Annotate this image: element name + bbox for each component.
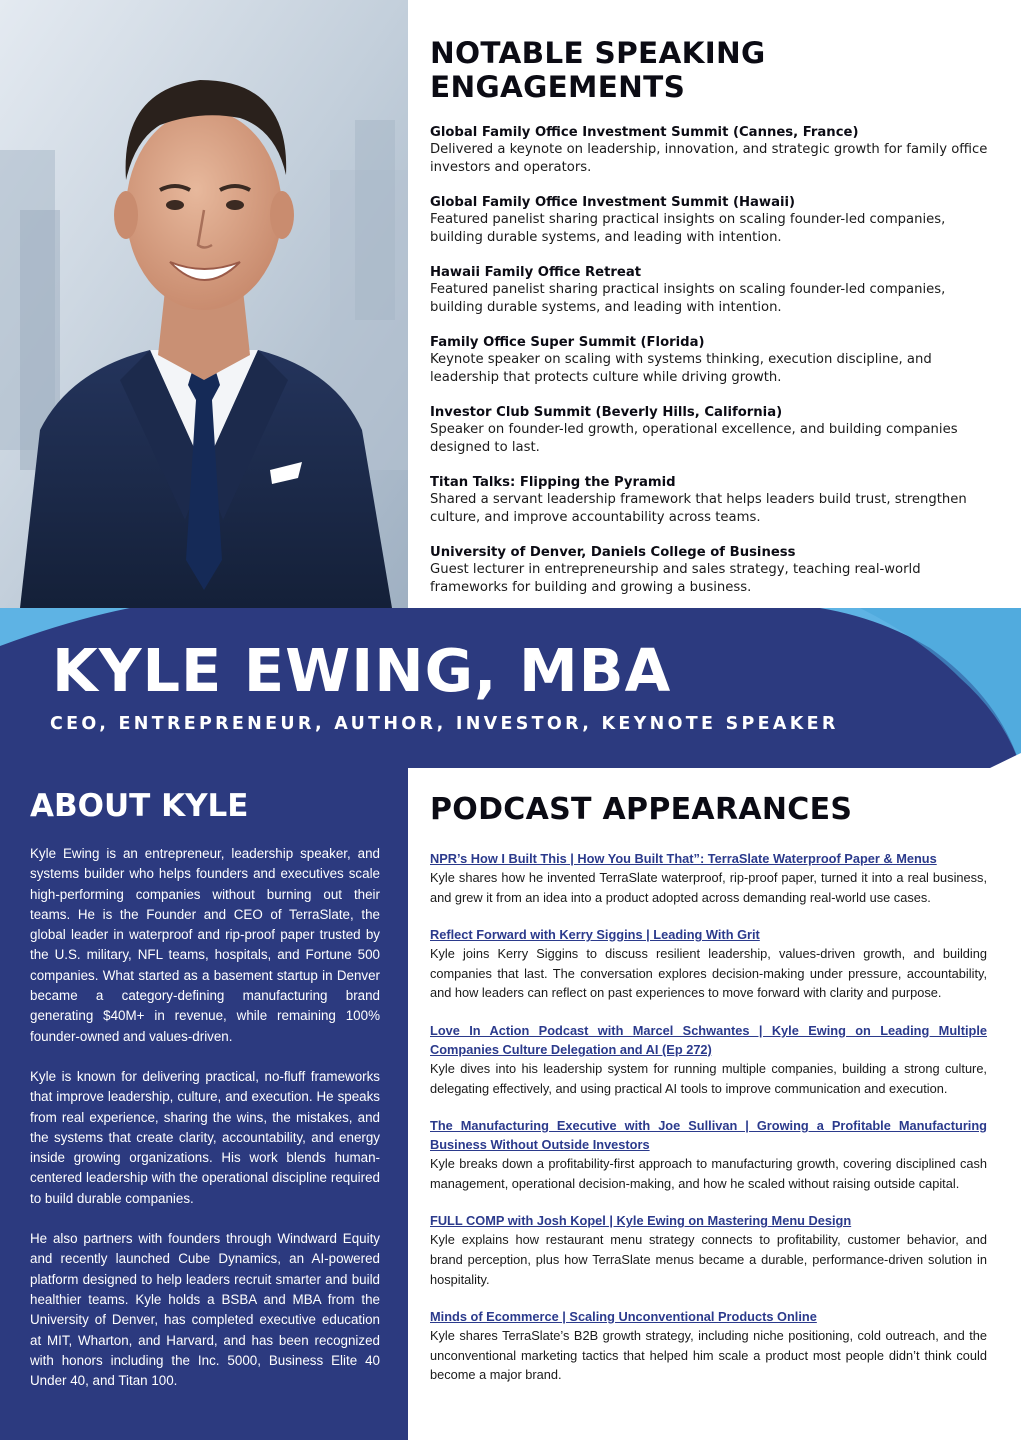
- engagement-title: Investor Club Summit (Beverly Hills, California): [430, 405, 783, 420]
- engagement-item: [430, 404, 1001, 457]
- engagement-title: Global Family Office Investment Summit (Cannes, France): [430, 125, 859, 140]
- about-heading: ABOUT KYLE: [30, 788, 249, 824]
- engagement-description: Guest lecturer in entrepreneurship and sales strategy, teaching real-world frameworks for building and growing a business.: [430, 562, 921, 595]
- engagement-description: Speaker on founder-led growth, operational excellence, and building companies designed to last.: [430, 422, 958, 455]
- engagement-title: University of Denver, Daniels College of Business: [430, 545, 796, 560]
- podcast-item: [430, 1021, 987, 1098]
- speaking-heading: NOTABLE SPEAKING ENGAGEMENTS: [430, 36, 766, 104]
- podcast-description: Kyle joins Kerry Siggins to discuss resilient leadership, values-driven growth, and building companies that last. The conversation explores decision-making under pressure, accountability, and how leaders can reflect on past experiences to move forward with clarity and purpose.: [430, 946, 987, 1001]
- podcast-link[interactable]: Reflect Forward with Kerry Siggins | Leading With Grit: [430, 927, 760, 943]
- engagement-title: Titan Talks: Flipping the Pyramid: [430, 475, 676, 490]
- podcast-item: [430, 1211, 987, 1289]
- engagement-item: [430, 544, 1001, 597]
- podcast-item: [430, 1307, 987, 1385]
- engagement-description: Shared a servant leadership framework that helps leaders build trust, strengthen culture, and improve accountability across teams.: [430, 492, 967, 525]
- engagement-item: [430, 124, 1001, 177]
- person-name: KYLE EWING, MBA: [52, 636, 672, 705]
- engagement-item: [430, 334, 1001, 387]
- podcast-description: Kyle shares TerraSlate’s B2B growth strategy, including niche positioning, cold outreach, and the unconventional marketing tactics that helped him scale a product most people didn’t think could become a major brand.: [430, 1328, 987, 1383]
- engagement-description: Keynote speaker on scaling with systems thinking, execution discipline, and leadership that protects culture while driving growth.: [430, 352, 932, 385]
- podcast-heading: PODCAST APPEARANCES: [430, 792, 853, 827]
- engagement-item: [430, 264, 1001, 317]
- podcast-item: [430, 849, 987, 907]
- speaking-engagements-section: [408, 0, 1021, 608]
- portrait-illustration: [0, 0, 408, 608]
- engagement-title: Global Family Office Investment Summit (Hawaii): [430, 195, 796, 210]
- podcast-link[interactable]: Love In Action Podcast with Marcel Schwantes | Kyle Ewing on Leading Multiple Companies Culture Delegation and AI (Ep 272): [430, 1022, 987, 1057]
- engagement-title: Hawaii Family Office Retreat: [430, 265, 642, 280]
- engagement-item: [430, 474, 1001, 527]
- about-paragraph: Kyle is known for delivering practical, no-fluff frameworks that improve leadership, culture, and execution. He speaks from real experience, sharing the wins, the mistakes, and the systems that create clarity, accountability, and energy inside growing organizations. His work blends human-centered leadership with the operational discipline required to build durable companies.: [30, 1068, 380, 1206]
- engagement-description: Delivered a keynote on leadership, innovation, and strategic growth for family office investors and operators.: [430, 142, 988, 175]
- podcast-section: [408, 768, 1021, 1440]
- podcast-link[interactable]: The Manufacturing Executive with Joe Sullivan | Growing a Profitable Manufacturing Business Without Outside Investors: [430, 1118, 987, 1153]
- podcast-description: Kyle explains how restaurant menu strategy connects to profitability, customer behavior, and brand perception, plus how TerraSlate menus became a durable, performance-driven solution in hospitality.: [430, 1232, 987, 1287]
- name-banner: [0, 608, 1021, 768]
- portrait-photo: [0, 0, 408, 608]
- podcast-link[interactable]: NPR’s How I Built This | How You Built That”: TerraSlate Waterproof Paper & Menus: [430, 851, 937, 866]
- podcast-description: Kyle breaks down a profitability-first approach to manufacturing growth, covering disciplined cash management, operational decision-making, and how he scaled without raising outside capital.: [430, 1156, 987, 1191]
- podcast-description: Kyle shares how he invented TerraSlate waterproof, rip-proof paper, turned it into a real business, and grew it from an idea into a product adopted across demanding real-world use cases.: [430, 870, 987, 905]
- about-paragraph: Kyle Ewing is an entrepreneur, leadership speaker, and systems builder who helps founders and executives scale high-performing companies without burning out their teams. He is the Founder and CEO of TerraSlate, the global leader in waterproof and rip-proof paper trusted by the U.S. military, NFL teams, hospitals, and Fortune 500 companies. What started as a basement startup in Denver became a category-defining manufacturing brand generating $40M+ in revenue, while remaining 100% founder-owned and values-driven.: [30, 846, 380, 1044]
- podcast-link[interactable]: FULL COMP with Josh Kopel | Kyle Ewing on Mastering Menu Design: [430, 1213, 852, 1229]
- engagement-description: Featured panelist sharing practical insights on scaling founder-led companies, building durable systems, and leading with intention.: [430, 212, 946, 245]
- podcast-item: [430, 925, 987, 1003]
- engagement-item: [430, 194, 1001, 247]
- engagement-description: Featured panelist sharing practical insights on scaling founder-led companies, building durable systems, and leading with intention.: [430, 282, 946, 315]
- podcast-item: [430, 1116, 987, 1193]
- about-section: [0, 768, 408, 1440]
- person-subtitle: CEO, ENTREPRENEUR, AUTHOR, INVESTOR, KEYNOTE SPEAKER: [50, 714, 839, 734]
- about-paragraph: He also partners with founders through Windward Equity and recently launched Cube Dynamics, an AI-powered platform designed to help leaders recruit smarter and build healthier teams. Kyle holds a BSBA and MBA from the University of Denver, has completed executive education at MIT, Wharton, and Harvard, and has been recognized with honors including the Inc. 5000, Business Elite 40 Under 40, and Titan 100.: [30, 1231, 380, 1389]
- podcast-link[interactable]: Minds of Ecommerce | Scaling Unconventional Products Online: [430, 1309, 817, 1325]
- engagement-title: Family Office Super Summit (Florida): [430, 335, 705, 350]
- podcast-description: Kyle dives into his leadership system for running multiple companies, building a strong culture, delegating effectively, and using practical AI tools to improve communication and execution.: [430, 1060, 987, 1096]
